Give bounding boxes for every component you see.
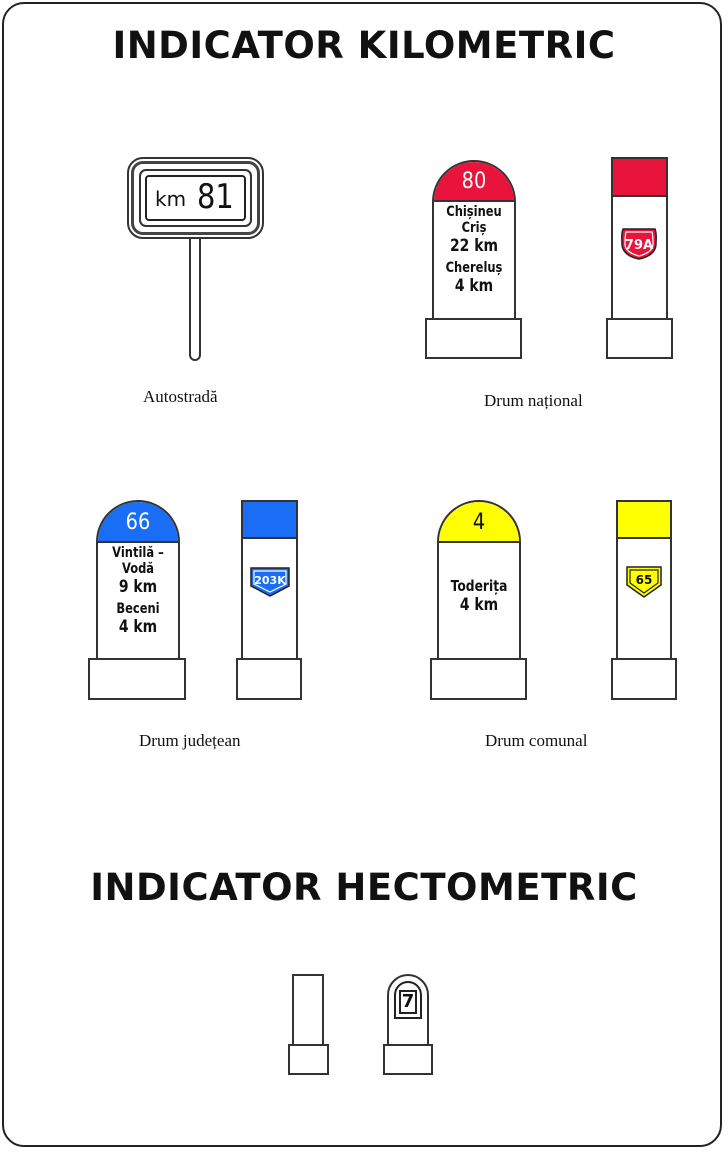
hecto-value: 7: [399, 990, 417, 1014]
place2-distance: 4 km: [118, 617, 158, 637]
cap-divider: [98, 541, 178, 543]
km-label: km: [155, 187, 187, 211]
marker-body: [432, 160, 516, 320]
caption-autostrada: Autostradă: [143, 387, 218, 406]
cap-divider: [434, 200, 514, 202]
sign-panel: [145, 175, 246, 221]
road-number: 66: [125, 510, 151, 535]
place1-distance: 9 km: [118, 577, 158, 597]
hecto-side-base: [288, 1044, 329, 1075]
marker-base: [430, 658, 527, 700]
national-shield-icon: [619, 226, 659, 260]
comunal-shield-text: 65: [635, 573, 653, 587]
caption-judetean: Drum județean: [139, 731, 241, 750]
side-marker-base: [606, 318, 673, 359]
road-number: 80: [461, 169, 487, 194]
place1-line1: Vintilă –: [112, 545, 164, 561]
judetean-shield-text: 203K: [254, 574, 286, 587]
place2-distance: 4 km: [454, 276, 494, 296]
road-number: 4: [472, 510, 486, 535]
caption-national: Drum național: [484, 391, 583, 410]
title-kilometric: INDICATOR KILOMETRIC: [112, 24, 616, 67]
place1-distance: 22 km: [449, 236, 499, 256]
title-hectometric: INDICATOR HECTOMETRIC: [90, 866, 638, 909]
side-marker-base: [236, 658, 302, 700]
hecto-front-body: [387, 974, 429, 1046]
caption-comunal: Drum comunal: [485, 731, 588, 750]
place1-name: Toderița: [450, 577, 508, 595]
marker-body: [437, 500, 521, 660]
cap-divider: [439, 541, 519, 543]
judetean-shield-icon: [249, 566, 291, 598]
comunal-shield-icon: [625, 565, 663, 599]
km-value: 81: [197, 177, 234, 217]
side-marker-red-cap: [611, 157, 668, 197]
place2-name: Chereluș: [445, 260, 503, 276]
place2-name: Beceni: [116, 601, 160, 617]
national-shield-text: 79A: [624, 238, 654, 253]
marker-body: [96, 500, 180, 660]
side-marker-blue-cap: [241, 500, 298, 539]
hecto-side-body: [292, 974, 324, 1046]
marker-base: [88, 658, 186, 700]
side-marker-yellow-cap: [616, 500, 672, 539]
hecto-front-base: [383, 1044, 433, 1075]
place1-line2: Vodă: [121, 561, 155, 577]
side-marker-base: [611, 658, 677, 700]
place1-distance: 4 km: [459, 595, 499, 615]
marker-base: [425, 318, 522, 359]
place1-line2: Criș: [461, 220, 487, 236]
sign-post: [189, 235, 201, 361]
place1-line1: Chișineu: [446, 204, 502, 220]
